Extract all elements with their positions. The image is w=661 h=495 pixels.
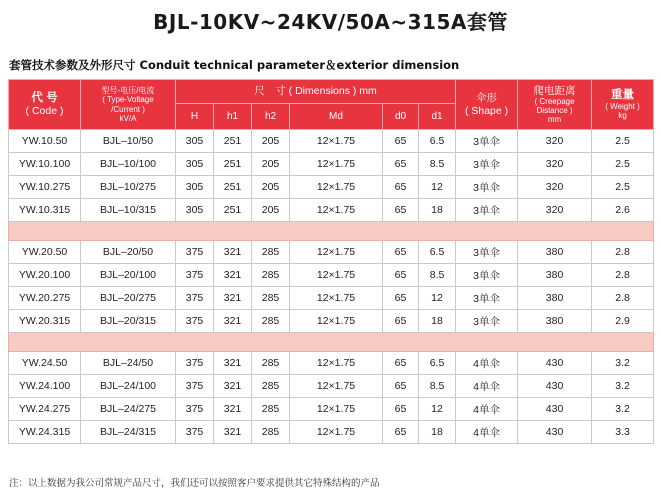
cell-h2: 285 [252, 287, 290, 310]
cell-code: YW.24.315 [9, 421, 81, 444]
cell-d0: 65 [383, 264, 419, 287]
cell-Md: 12×1.75 [290, 421, 383, 444]
cell-code: YW.24.100 [9, 375, 81, 398]
cell-h2: 285 [252, 241, 290, 264]
col-header-d0: d0 [383, 104, 419, 130]
cell-Md: 12×1.75 [290, 287, 383, 310]
cell-Md: 12×1.75 [290, 153, 383, 176]
cell-d0: 65 [383, 310, 419, 333]
cell-type: BJL–24/50 [81, 352, 176, 375]
cell-weight: 3.3 [592, 421, 654, 444]
cell-d1: 18 [419, 310, 456, 333]
cell-H: 375 [176, 398, 214, 421]
cell-d1: 8.5 [419, 264, 456, 287]
cell-d1: 8.5 [419, 153, 456, 176]
col-header-h2: h2 [252, 104, 290, 130]
cell-code: YW.24.50 [9, 352, 81, 375]
cell-code: YW.20.275 [9, 287, 81, 310]
cell-shape: 4单伞 [456, 375, 518, 398]
cell-H: 305 [176, 199, 214, 222]
cell-h2: 285 [252, 375, 290, 398]
cell-d1: 18 [419, 199, 456, 222]
cell-h1: 321 [214, 264, 252, 287]
cell-weight: 3.2 [592, 398, 654, 421]
cell-Md: 12×1.75 [290, 199, 383, 222]
cell-d0: 65 [383, 241, 419, 264]
table-row [9, 176, 654, 199]
cell-creepage: 380 [518, 241, 592, 264]
cell-type: BJL–10/50 [81, 130, 176, 153]
cell-H: 375 [176, 421, 214, 444]
cell-weight: 2.8 [592, 287, 654, 310]
cell-code: YW.10.100 [9, 153, 81, 176]
cell-shape: 3单伞 [456, 153, 518, 176]
table-row [9, 264, 654, 287]
cell-h2: 285 [252, 264, 290, 287]
cell-h2: 205 [252, 176, 290, 199]
cell-weight: 2.5 [592, 153, 654, 176]
cell-h1: 321 [214, 287, 252, 310]
cell-code: YW.10.315 [9, 199, 81, 222]
col-header-H: H [176, 104, 214, 130]
cell-shape: 3单伞 [456, 176, 518, 199]
col-header-weight: 重量 ( Weight ) kg [592, 80, 654, 130]
cell-creepage: 430 [518, 375, 592, 398]
cell-weight: 3.2 [592, 375, 654, 398]
table-row [9, 130, 654, 153]
cell-code: YW.24.275 [9, 398, 81, 421]
cell-creepage: 380 [518, 264, 592, 287]
col-header-h1: h1 [214, 104, 252, 130]
table-row [9, 153, 654, 176]
cell-Md: 12×1.75 [290, 176, 383, 199]
group-separator [9, 222, 654, 241]
cell-d1: 6.5 [419, 241, 456, 264]
cell-Md: 12×1.75 [290, 352, 383, 375]
cell-d0: 65 [383, 421, 419, 444]
table-row [9, 199, 654, 222]
cell-H: 305 [176, 153, 214, 176]
table-row [9, 287, 654, 310]
col-header-d1: d1 [419, 104, 456, 130]
cell-creepage: 380 [518, 310, 592, 333]
cell-weight: 3.2 [592, 352, 654, 375]
cell-weight: 2.6 [592, 199, 654, 222]
cell-type: BJL–10/100 [81, 153, 176, 176]
cell-h1: 321 [214, 310, 252, 333]
cell-d0: 65 [383, 153, 419, 176]
cell-type: BJL–20/315 [81, 310, 176, 333]
page-title: BJL-10KV~24KV/50A~315A套管 [153, 10, 508, 34]
cell-d0: 65 [383, 352, 419, 375]
cell-shape: 4单伞 [456, 421, 518, 444]
cell-d1: 12 [419, 287, 456, 310]
cell-h2: 285 [252, 352, 290, 375]
cell-h1: 321 [214, 352, 252, 375]
cell-shape: 3单伞 [456, 264, 518, 287]
cell-d1: 12 [419, 398, 456, 421]
cell-type: BJL–24/275 [81, 398, 176, 421]
cell-creepage: 430 [518, 398, 592, 421]
table-row [9, 310, 654, 333]
cell-d0: 65 [383, 130, 419, 153]
cell-creepage: 320 [518, 153, 592, 176]
cell-type: BJL–10/315 [81, 199, 176, 222]
cell-H: 305 [176, 176, 214, 199]
cell-code: YW.10.275 [9, 176, 81, 199]
cell-h1: 321 [214, 398, 252, 421]
cell-weight: 2.9 [592, 310, 654, 333]
cell-Md: 12×1.75 [290, 310, 383, 333]
cell-weight: 2.8 [592, 264, 654, 287]
col-header-Md: Md [290, 104, 383, 130]
cell-h2: 205 [252, 130, 290, 153]
cell-h2: 205 [252, 199, 290, 222]
cell-shape: 3单伞 [456, 199, 518, 222]
cell-H: 375 [176, 310, 214, 333]
cell-shape: 3单伞 [456, 130, 518, 153]
col-header-code: 代 号 ( Code ) [9, 80, 81, 130]
cell-h1: 321 [214, 241, 252, 264]
cell-h1: 251 [214, 153, 252, 176]
cell-h1: 321 [214, 375, 252, 398]
separator-cell [9, 333, 654, 352]
cell-H: 375 [176, 287, 214, 310]
cell-Md: 12×1.75 [290, 264, 383, 287]
spec-table [8, 79, 654, 444]
cell-shape: 4单伞 [456, 398, 518, 421]
col-header-dimensions: 尺 寸 ( Dimensions ) mm [176, 80, 456, 104]
cell-d0: 65 [383, 398, 419, 421]
cell-shape: 3单伞 [456, 241, 518, 264]
cell-h1: 321 [214, 421, 252, 444]
cell-Md: 12×1.75 [290, 130, 383, 153]
cell-type: BJL–20/50 [81, 241, 176, 264]
cell-h1: 251 [214, 199, 252, 222]
cell-h2: 205 [252, 153, 290, 176]
cell-shape: 3单伞 [456, 310, 518, 333]
cell-d0: 65 [383, 199, 419, 222]
footnote: 注：以上数据为我公司常规产品尺寸，我们还可以按照客户要求提供其它特殊结构的产品 [9, 478, 380, 489]
col-header-type: 型号-电压/电流 ( Type-Voltage /Current ) kV/A [81, 80, 176, 130]
cell-weight: 2.5 [592, 130, 654, 153]
cell-creepage: 320 [518, 130, 592, 153]
cell-Md: 12×1.75 [290, 375, 383, 398]
cell-code: YW.10.50 [9, 130, 81, 153]
cell-H: 375 [176, 375, 214, 398]
cell-type: BJL–20/100 [81, 264, 176, 287]
cell-d0: 65 [383, 375, 419, 398]
cell-h2: 285 [252, 310, 290, 333]
cell-code: YW.20.315 [9, 310, 81, 333]
table-row [9, 375, 654, 398]
separator-cell [9, 222, 654, 241]
cell-d1: 6.5 [419, 130, 456, 153]
cell-d1: 6.5 [419, 352, 456, 375]
cell-h2: 285 [252, 398, 290, 421]
cell-type: BJL–20/275 [81, 287, 176, 310]
cell-h1: 251 [214, 130, 252, 153]
cell-code: YW.20.50 [9, 241, 81, 264]
cell-h1: 251 [214, 176, 252, 199]
cell-H: 375 [176, 241, 214, 264]
cell-shape: 4单伞 [456, 352, 518, 375]
cell-type: BJL–24/100 [81, 375, 176, 398]
cell-creepage: 430 [518, 421, 592, 444]
spec-table-body [9, 130, 654, 444]
cell-H: 375 [176, 352, 214, 375]
cell-type: BJL–10/275 [81, 176, 176, 199]
cell-d1: 18 [419, 421, 456, 444]
cell-h2: 285 [252, 421, 290, 444]
table-row [9, 241, 654, 264]
cell-weight: 2.5 [592, 176, 654, 199]
group-separator [9, 333, 654, 352]
cell-creepage: 320 [518, 199, 592, 222]
cell-d0: 65 [383, 287, 419, 310]
cell-d1: 8.5 [419, 375, 456, 398]
cell-d1: 12 [419, 176, 456, 199]
cell-creepage: 380 [518, 287, 592, 310]
table-row [9, 421, 654, 444]
cell-type: BJL–24/315 [81, 421, 176, 444]
table-row [9, 398, 654, 421]
cell-creepage: 430 [518, 352, 592, 375]
cell-Md: 12×1.75 [290, 398, 383, 421]
cell-shape: 3单伞 [456, 287, 518, 310]
cell-H: 375 [176, 264, 214, 287]
cell-H: 305 [176, 130, 214, 153]
col-header-shape: 伞形 ( Shape ) [456, 80, 518, 130]
table-row [9, 352, 654, 375]
col-header-creepage: 爬电距离 ( Creepage Distance ) mm [518, 80, 592, 130]
section-subtitle: 套管技术参数及外形尺寸 Conduit technical parameter＆exterior dimension [9, 58, 460, 72]
cell-weight: 2.8 [592, 241, 654, 264]
cell-d0: 65 [383, 176, 419, 199]
cell-Md: 12×1.75 [290, 241, 383, 264]
cell-creepage: 320 [518, 176, 592, 199]
cell-code: YW.20.100 [9, 264, 81, 287]
